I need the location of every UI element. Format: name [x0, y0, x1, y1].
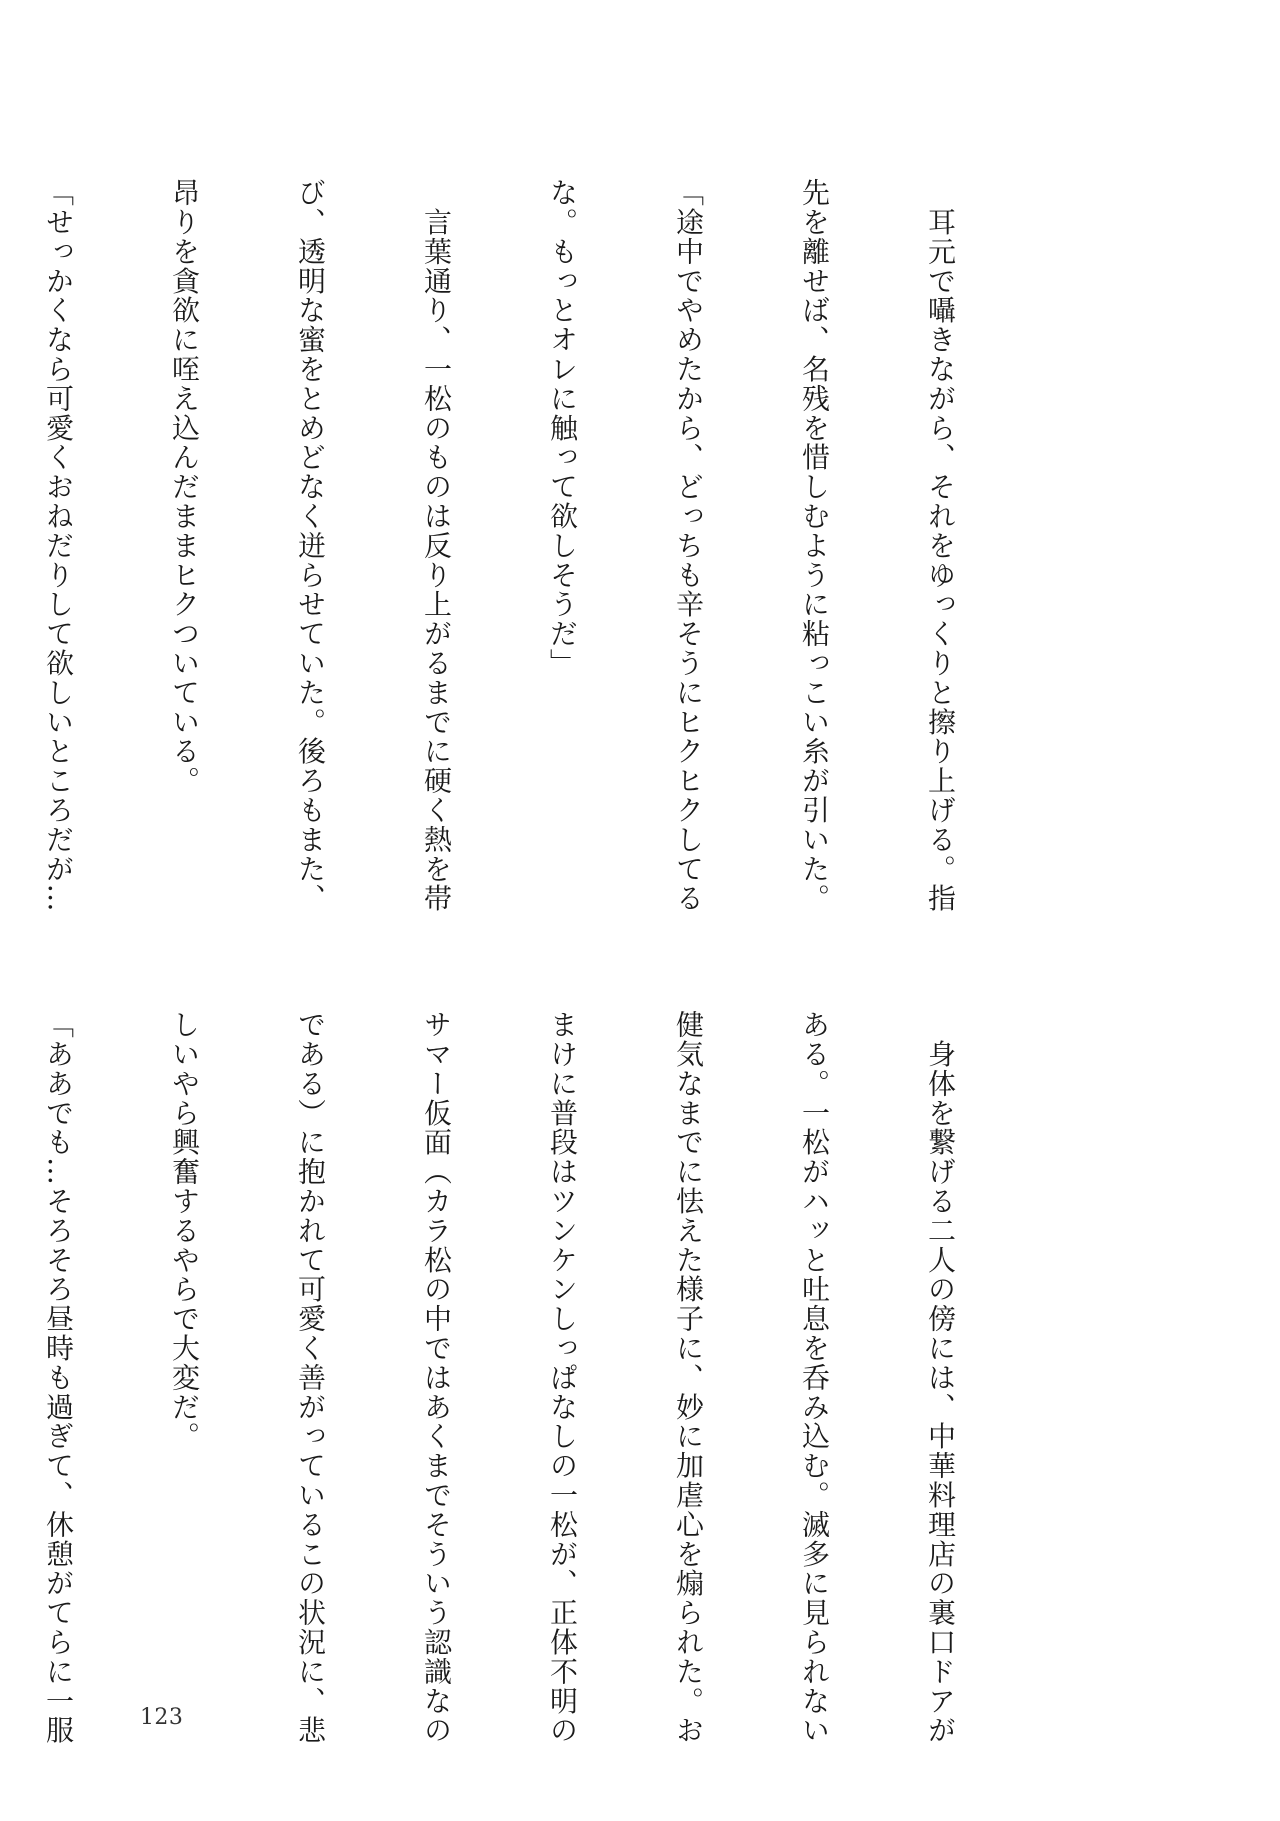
text-line: 先を離せば、名残を惜しむように粘っこい糸が引いた。	[798, 178, 831, 913]
text-line: 身体を繋げる二人の傍には、中華料理店の裏口ドアが	[924, 1010, 957, 1745]
text-line: しいやら興奮するやらで大変だ。	[168, 1010, 201, 1451]
upper-text-block	[0, 178, 1045, 913]
text-line: である）に抱かれて可愛く善がっているこの状況に、悲	[294, 1010, 327, 1745]
text-line: 言葉通り、一松のものは反り上がるまでに硬く熱を帯	[420, 178, 453, 913]
text-line: な。もっとオレに触って欲しそうだ」	[546, 178, 579, 678]
text-line: 耳元で囁きながら、それをゆっくりと擦り上げる。指	[924, 178, 957, 913]
text-line: 昂りを貪欲に咥え込んだままヒクついている。	[168, 178, 201, 796]
text-line: 「ああでも…そろそろ昼時も過ぎて、休憩がてらに一服	[42, 1010, 75, 1745]
text-line: 「せっかくなら可愛くおねだりして欲しいところだが…	[42, 178, 75, 913]
text-line: 健気なまでに怯えた様子に、妙に加虐心を煽られた。お	[672, 1010, 705, 1745]
text-line: ある。一松がハッと吐息を呑み込む。滅多に見られない	[798, 1010, 831, 1745]
text-line: 「途中でやめたから、どっちも辛そうにヒクヒクしてる	[672, 178, 705, 913]
text-line: び、透明な蜜をとめどなく迸らせていた。後ろもまた、	[294, 178, 327, 913]
page-number: 123	[140, 1705, 184, 1730]
text-line: サマー仮面（カラ松の中ではあくまでそういう認識なの	[420, 1010, 453, 1745]
text-line: まけに普段はツンケンしっぱなしの一松が、正体不明の	[546, 1010, 579, 1745]
